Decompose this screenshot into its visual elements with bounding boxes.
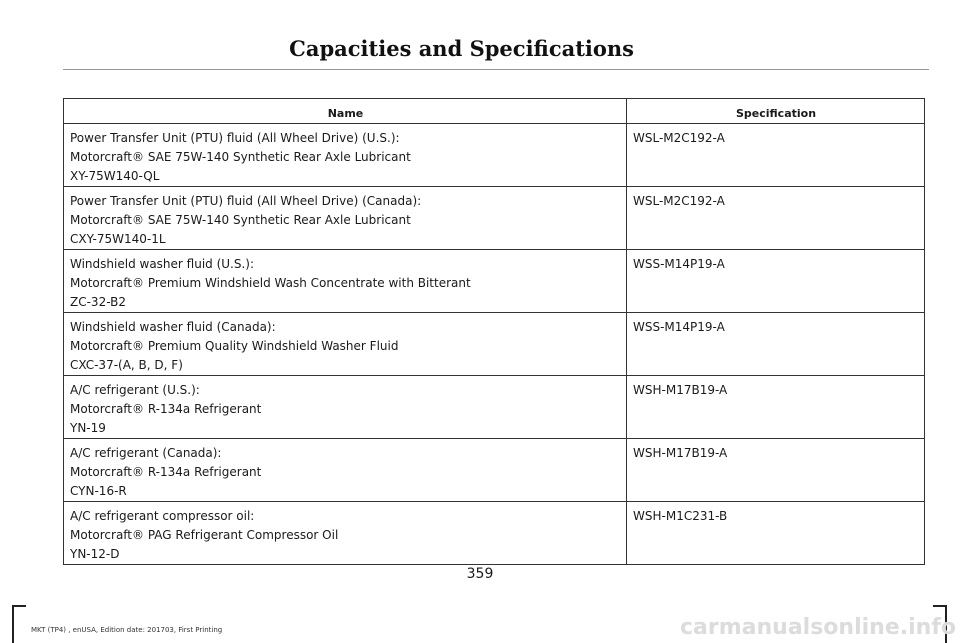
name-line: Windshield washer fluid (U.S.): [70, 257, 255, 271]
table-row [64, 124, 925, 187]
name-line: Motorcraft® R-134a Refrigerant [70, 465, 262, 479]
name-line: Motorcraft® R-134a Refrigerant [70, 402, 262, 416]
name-line: CXC-37-(A, B, D, F) [70, 358, 183, 372]
spec-cell: WSH-M17B19-A [627, 376, 925, 439]
name-line: Windshield washer fluid (Canada): [70, 320, 276, 334]
table-row [64, 502, 925, 565]
name-cell [64, 124, 627, 187]
table-row [64, 376, 925, 439]
name-line: Motorcraft® SAE 75W-140 Synthetic Rear Axle Lubricant [70, 150, 411, 164]
table-row [64, 313, 925, 376]
name-cell [64, 187, 627, 250]
watermark: carmanualsonline.info [680, 615, 956, 640]
spec-cell: WSS-M14P19-A [627, 250, 925, 313]
name-line: ZC-32-B2 [70, 295, 126, 309]
table-row [64, 187, 925, 250]
name-line: A/C refrigerant (U.S.): [70, 383, 200, 397]
name-line: Motorcraft® Premium Windshield Wash Concentrate with Bitterant [70, 276, 471, 290]
name-line: YN-19 [70, 421, 106, 435]
name-line: Power Transfer Unit (PTU) fluid (All Wheel Drive) (Canada): [70, 194, 422, 208]
name-line: YN-12-D [70, 547, 120, 561]
name-line: A/C refrigerant (Canada): [70, 446, 222, 460]
page-title: Capacities and Specifications [289, 36, 634, 61]
spec-cell: WSS-M14P19-A [627, 313, 925, 376]
table-row [64, 250, 925, 313]
spec-cell: WSL-M2C192-A [627, 187, 925, 250]
page-number: 359 [466, 566, 494, 582]
spec-cell: WSH-M1C231-B [627, 502, 925, 565]
name-line: Power Transfer Unit (PTU) fluid (All Wheel Drive) (U.S.): [70, 131, 400, 145]
spec-cell: WSL-M2C192-A [627, 124, 925, 187]
column-header-specification: Specification [627, 99, 925, 124]
name-cell [64, 502, 627, 565]
name-line: CYN-16-R [70, 484, 127, 498]
name-cell [64, 439, 627, 502]
table-header-row [64, 99, 925, 124]
name-line: Motorcraft® SAE 75W-140 Synthetic Rear Axle Lubricant [70, 213, 411, 227]
name-cell [64, 313, 627, 376]
name-line: CXY-75W140-1L [70, 232, 166, 246]
name-line: XY-75W140-QL [70, 169, 160, 183]
name-line: Motorcraft® PAG Refrigerant Compressor Oil [70, 528, 339, 542]
crop-mark-left-horizontal [12, 605, 26, 607]
title-divider [63, 69, 929, 70]
name-line: A/C refrigerant compressor oil: [70, 509, 255, 523]
specifications-table [63, 98, 925, 565]
table-row [64, 439, 925, 502]
name-line: Motorcraft® Premium Quality Windshield Washer Fluid [70, 339, 399, 353]
crop-mark-left-vertical [12, 607, 14, 643]
edition-footer: MKT (TP4) , enUSA, Edition date: 201703, First Printing [31, 626, 223, 634]
crop-mark-right-horizontal [933, 605, 947, 607]
name-cell [64, 376, 627, 439]
column-header-name: Name [64, 99, 627, 124]
name-cell [64, 250, 627, 313]
spec-cell: WSH-M17B19-A [627, 439, 925, 502]
